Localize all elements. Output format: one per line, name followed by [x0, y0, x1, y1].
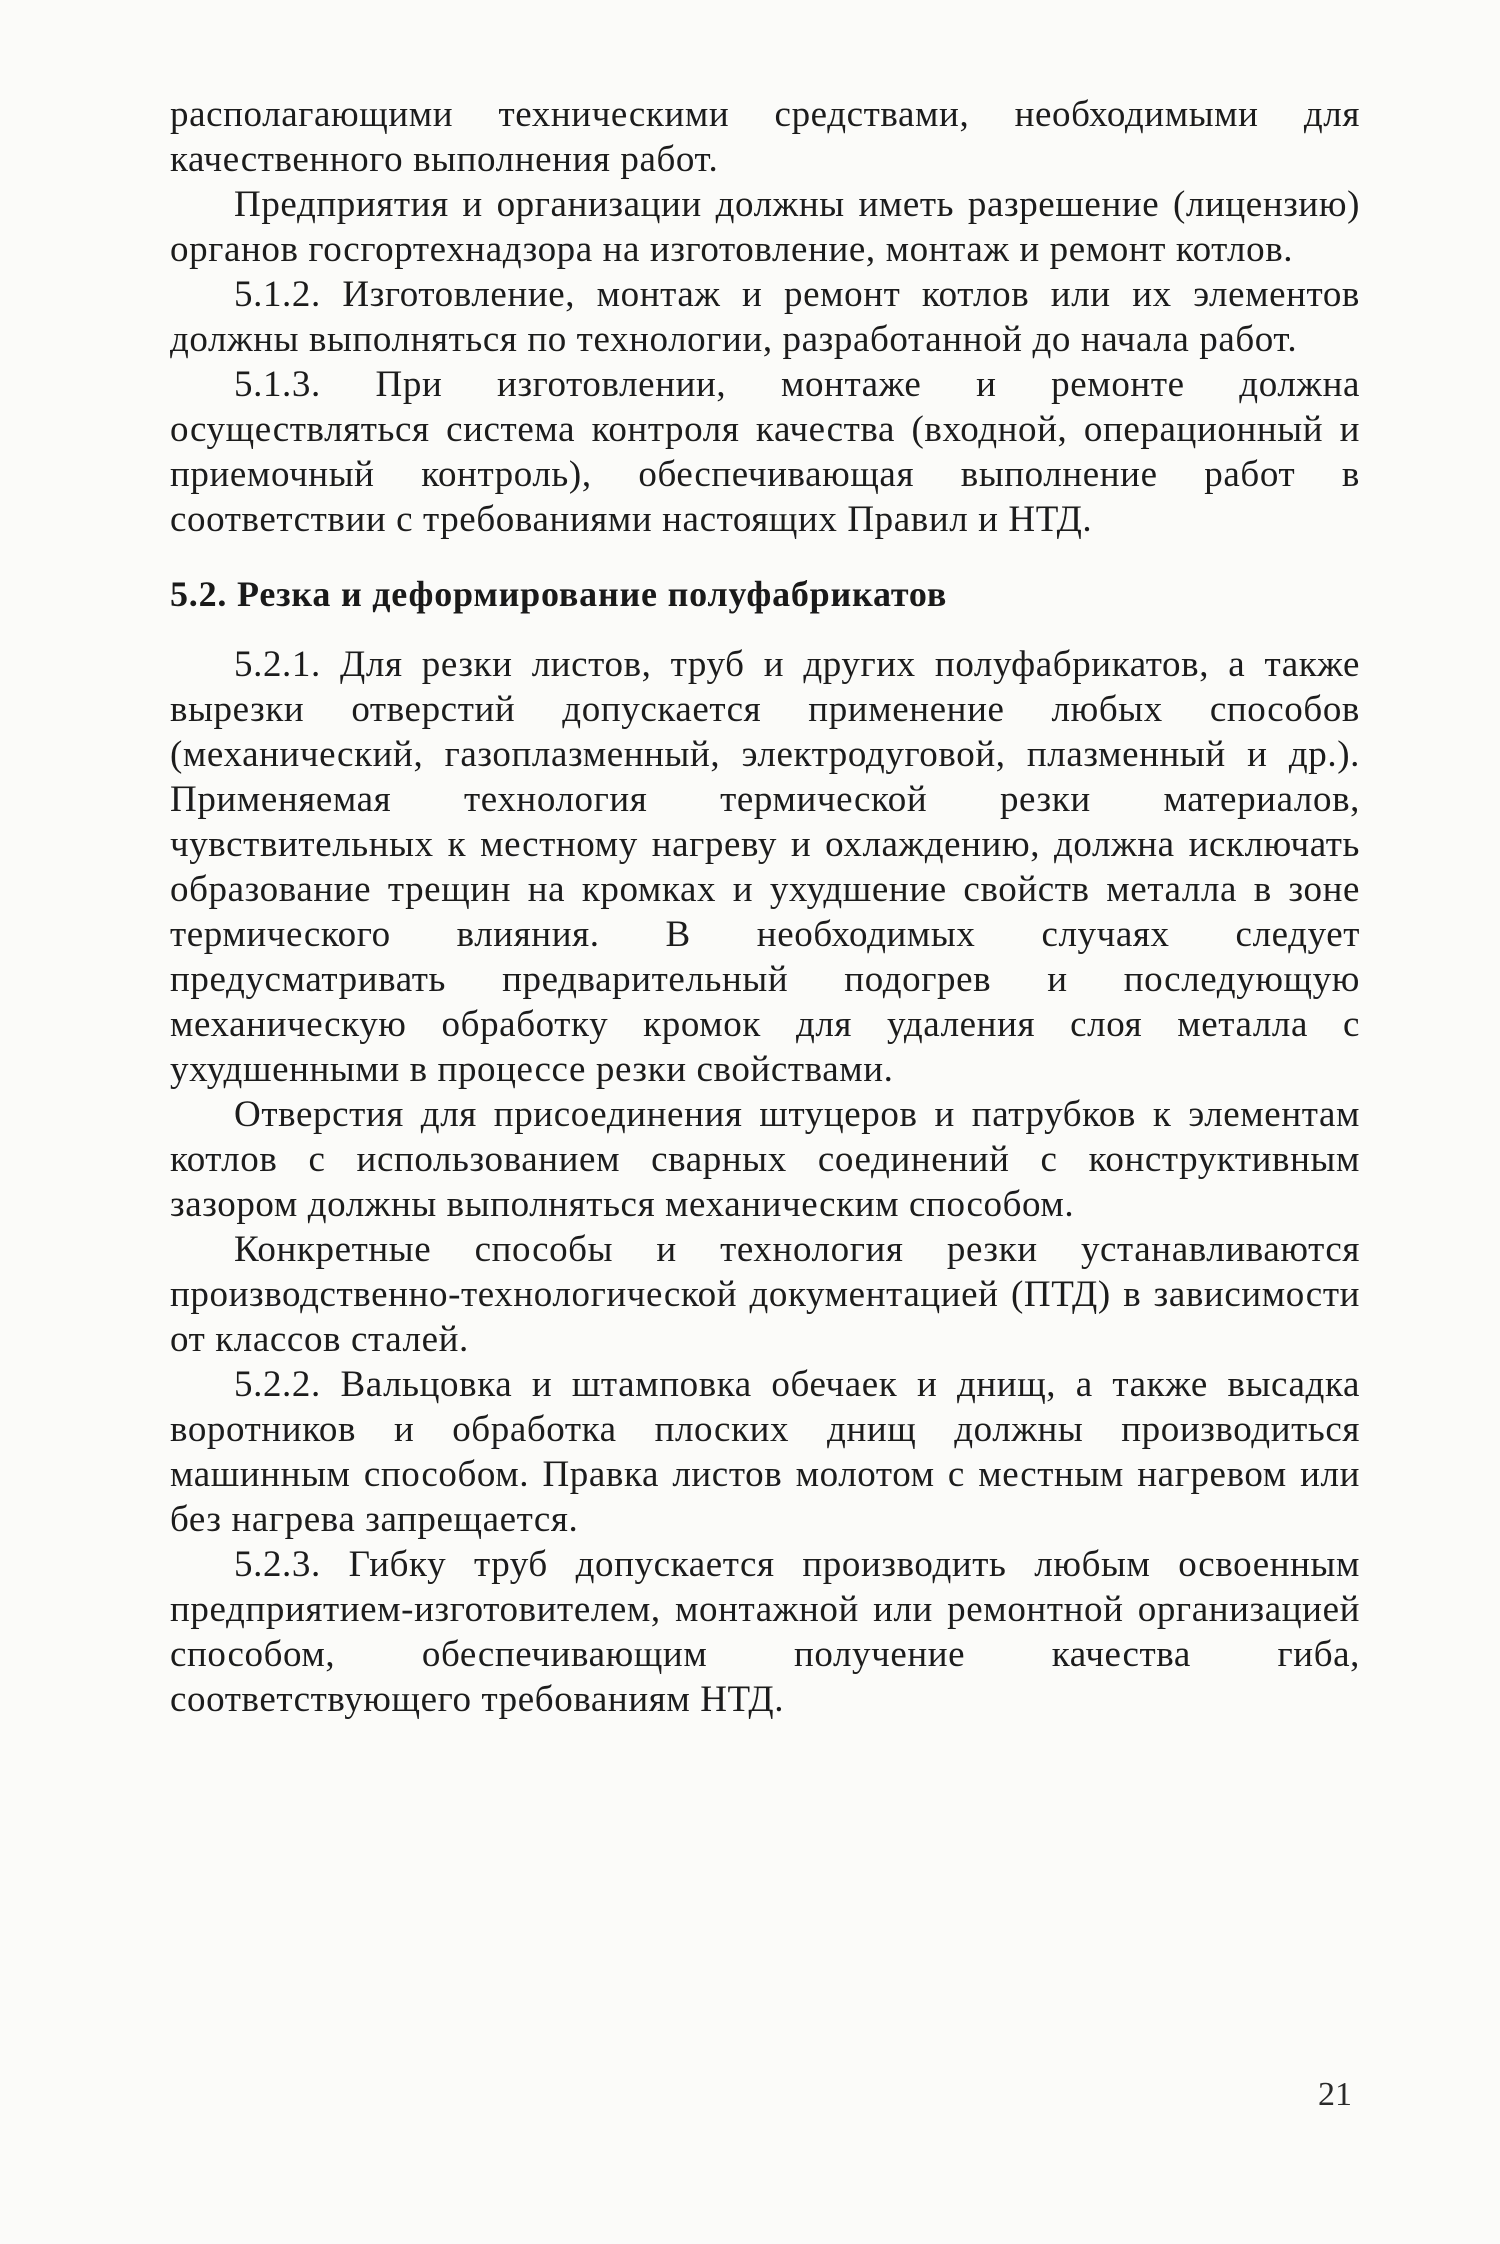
paragraph-license: Предприятия и организации должны иметь разрешение (лицензию) органов госгортехнадзора на изготовление, монтаж и ремонт котлов.: [170, 184, 1360, 270]
paragraph-5-1-3: 5.1.3. При изготовлении, монтаже и ремонте должна осуществляться система контроля качества (входной, операционный и приемочный контроль), обеспечивающая выполнение работ в соответствии с требованиями настоящих Правил и НТД.: [170, 364, 1360, 540]
paragraph-5-1-2: 5.1.2. Изготовление, монтаж и ремонт котлов или их элементов должны выполняться по технологии, разработанной до начала работ.: [170, 274, 1360, 360]
body-text: [170, 92, 1360, 1722]
paragraph-5-2-3: 5.2.3. Гибку труб допускается производить любым освоенным предприятием-изготовителем, монтажной или ремонтной организацией способом, обеспечивающим получение качества гиба, соответствующего требованиям НТД.: [170, 1544, 1360, 1720]
paragraph-methods: Конкретные способы и технология резки устанавливаются производственно-технологической документацией (ПТД) в зависимости от классов сталей.: [170, 1229, 1360, 1360]
paragraph-5-2-1: 5.2.1. Для резки листов, труб и других полуфабрикатов, а также вырезки отверстий допускается применение любых способов (механический, газоплазменный, электродуговой, плазменный и др.). Применяемая технология термической резки материалов, чувствительных к местному нагреву и охлаждению, должна исключать образование трещин на кромках и ухудшение свойств металла в зоне термического влияния. В необходимых случаях следует предусматривать предварительный подогрев и последующую механическую обработку кромок для удаления слоя металла с ухудшенными в процессе резки свойствами.: [170, 644, 1360, 1090]
page-number: 21: [1318, 2076, 1352, 2113]
paragraph-holes: Отверстия для присоединения штуцеров и патрубков к элементам котлов с использованием сварных соединений с конструктивным зазором должны выполняться механическим способом.: [170, 1094, 1360, 1225]
paragraph-continuation: располагающими техническими средствами, необходимыми для качественного выполнения работ.: [170, 94, 1360, 180]
section-heading-5-2: 5.2. Резка и деформирование полуфабрикатов: [170, 574, 948, 614]
paragraph-5-2-2: 5.2.2. Вальцовка и штамповка обечаек и днищ, а также высадка воротников и обработка плоских днищ должны производиться машинным способом. Правка листов молотом с местным нагревом или без нагрева запрещается.: [170, 1364, 1360, 1540]
